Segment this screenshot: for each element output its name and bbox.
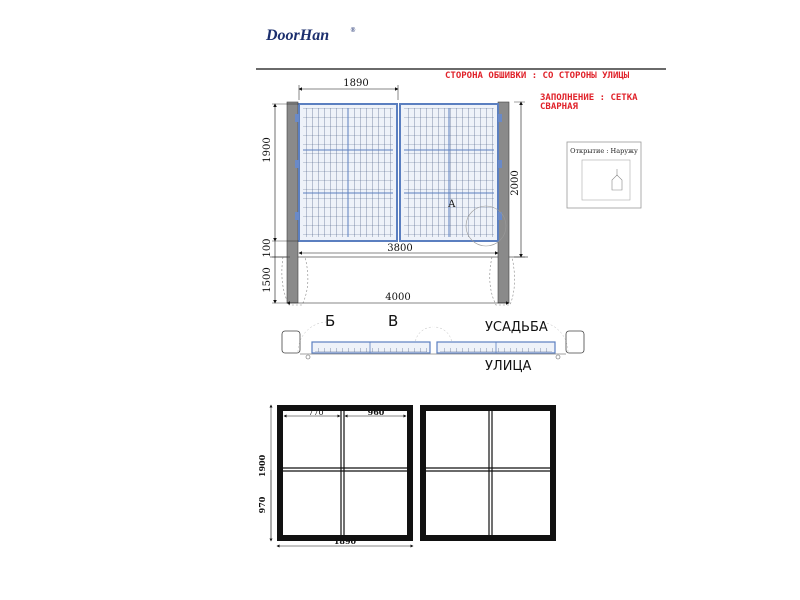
dim-gap: 100 <box>262 238 273 258</box>
dim-leaf-height: 1900 <box>257 454 267 478</box>
dim-span: 3800 <box>387 243 413 254</box>
dim-height-left: 1900 <box>262 137 273 163</box>
detail-mark-a: А <box>448 199 456 210</box>
right-post <box>498 102 509 303</box>
note-filling-line2: СВАРНАЯ <box>540 102 578 112</box>
dim-seg1: 770 <box>308 408 324 417</box>
plan-label-street: УЛИЦА <box>485 359 532 374</box>
brand-logo-mark: ® <box>350 27 356 34</box>
opening-direction-label: Открытие : Наружу <box>570 147 638 155</box>
dim-width-top: 1890 <box>343 78 369 89</box>
note-filling-line1: ЗАПОЛНЕНИЕ : СЕТКА <box>540 93 638 103</box>
plan-view <box>282 312 584 374</box>
plan-label-yard: УСАДЬБА <box>485 320 548 335</box>
dim-seg2: 960 <box>367 407 385 417</box>
plan-mark-v: В <box>388 312 399 330</box>
front-view <box>262 78 528 305</box>
leaf-detail-left <box>257 405 413 546</box>
brand-logo: DoorHan <box>266 27 330 44</box>
leaf-detail-right <box>423 408 553 538</box>
plan-mark-b: Б <box>325 312 336 330</box>
dim-post-depth: 1500 <box>262 267 273 293</box>
opening-direction-box <box>567 142 641 208</box>
left-post <box>287 102 298 303</box>
dim-leaf-width: 1890 <box>333 536 357 546</box>
note-cladding-side: СТОРОНА ОБШИВКИ : СО СТОРОНЫ УЛИЦЫ <box>445 71 630 81</box>
dim-overall: 4000 <box>385 292 411 303</box>
dim-leaf-lower: 970 <box>257 496 267 514</box>
dim-height-right: 2000 <box>510 170 521 196</box>
